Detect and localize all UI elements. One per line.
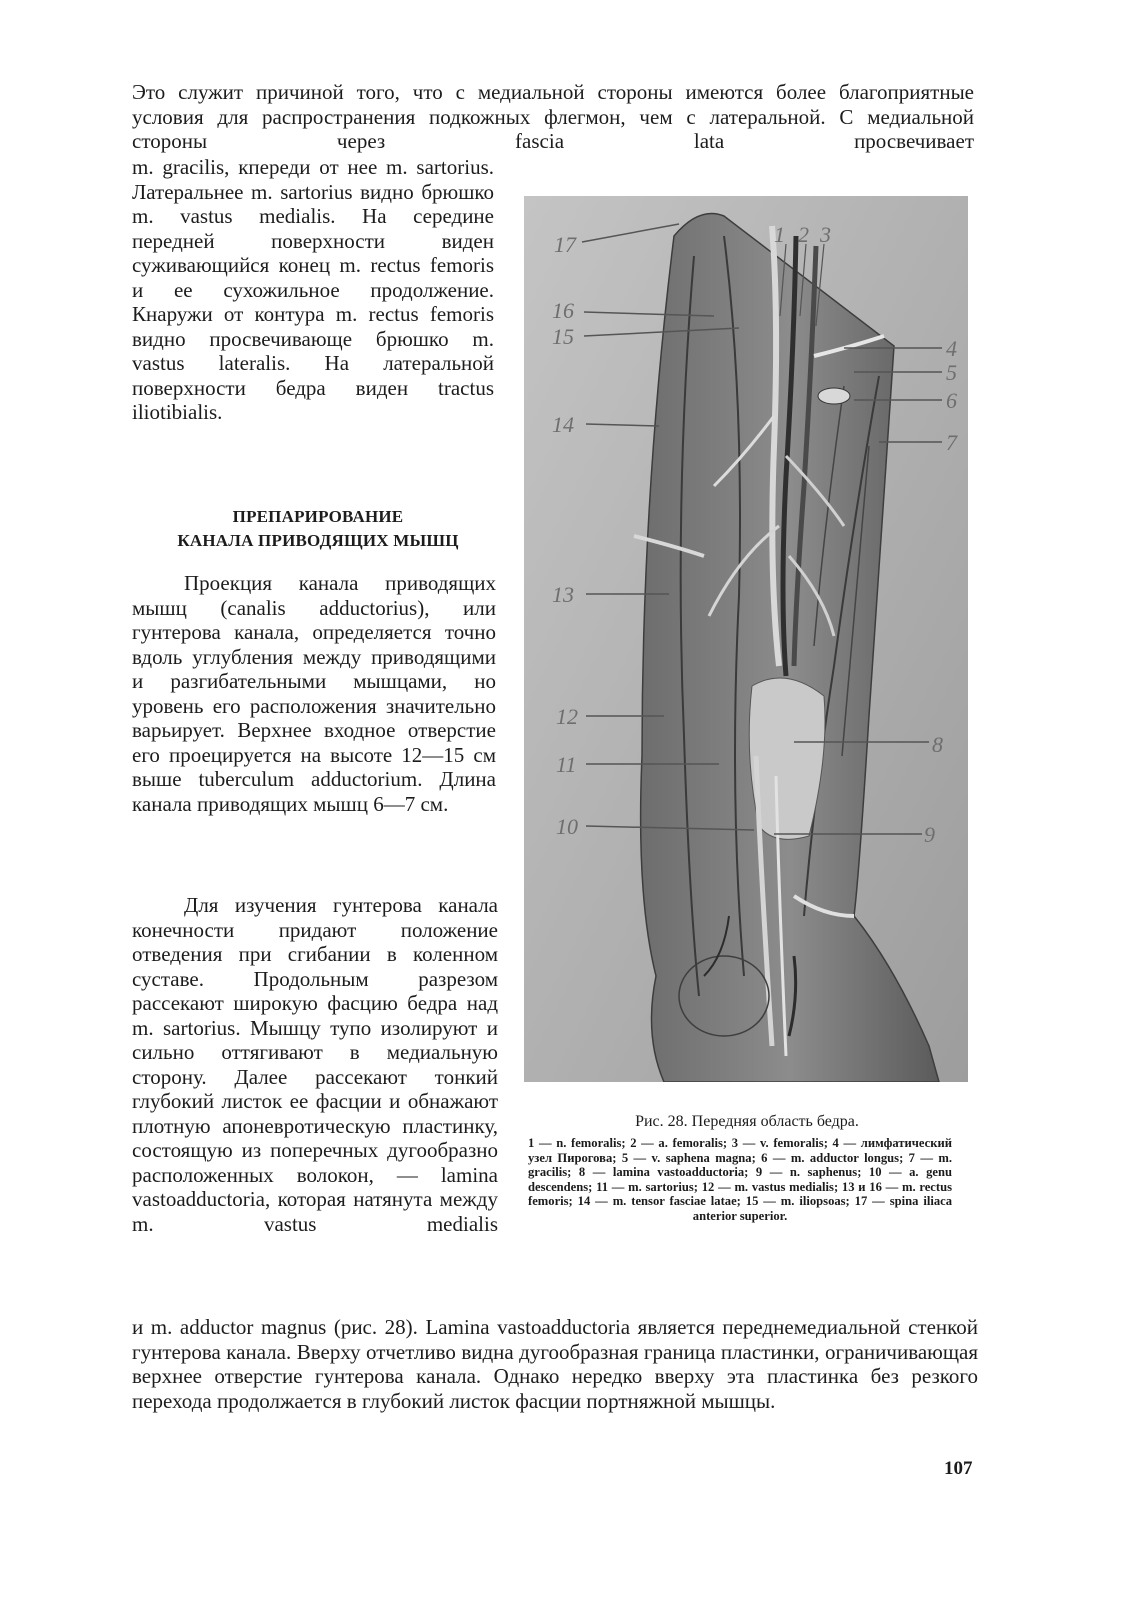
thigh-illustration: [524, 196, 968, 1082]
label-11: 11: [556, 752, 577, 777]
label-6: 6: [946, 388, 957, 413]
label-17: 17: [554, 232, 576, 257]
label-16: 16: [552, 298, 574, 323]
label-14: 14: [552, 412, 574, 437]
label-12: 12: [556, 704, 578, 729]
label-1: 1: [774, 222, 785, 247]
label-4: 4: [946, 336, 957, 361]
label-15: 15: [552, 324, 574, 349]
label-13: 13: [552, 582, 574, 607]
column-paragraph-muscles: m. gracilis, кпереди от нее m. sartorius. Латеральнее m. sartorius видно брюшко m. vastus medialis. На середине передней поверхности виден суживающийся конец m. rectus femoris и ее сухожильное продолжение. Кнаружи от контура m. rectus femoris видно просвечивающе брюшко m. vastus lateralis. На латеральной поверхности бедра виден tractus iliotibialis.: [132, 155, 494, 424]
label-9: 9: [924, 822, 935, 847]
column-paragraph-dissection: Для изучения гунтерова канала конечности придают положение отведения при сгибании в коленном суставе. Продольным разрезом рассекают широкую фасцию бедра над m. sartorius. Мышцу тупо изолируют и сильно оттягивают в медиальную сторону. Далее рассекают тонкий глубокий листок ее фасции и обнажают плотную апоневротическую пластинку, состоящую из поперечных дугообразно расположенных волокон, — lamina vastoadductoria, которая натянута между m. vastus medialis: [132, 893, 498, 1236]
section-heading: [132, 505, 504, 553]
label-5: 5: [946, 360, 957, 385]
page-number: 107: [944, 1458, 973, 1479]
label-8: 8: [932, 732, 943, 757]
thigh-drawing: [524, 196, 968, 1082]
outro-paragraph: и m. adductor magnus (рис. 28). Lamina vastoadductoria является переднемедиальной стенкой гунтерова канала. Вверху отчетливо видна дугообразная граница пластинки, ограничивающая верхнее отверстие гунтерова канала. Однако нередко вверху эта пластинка без резкого перехода продолжается в глубокий листок фасции портняжной мышцы.: [132, 1315, 978, 1413]
figure-legend: 1 — n. femoralis; 2 — a. femoralis; 3 — v. femoralis; 4 — лимфатический узел Пирогова; 5 — v. saphena magna; 6 — m. adductor longus; 7 — m. gracilis; 8 — lamina vastoadductoria; 9 — n. saphenus; 10 — a. genu descendens; 11 — m. sartorius; 12 — m. vastus medialis; 13 и 16 — m. rectus femoris; 14 — m. tensor fasciae latae; 15 — m. iliopsoas; 17 — spina iliaca anterior superior.: [528, 1136, 952, 1223]
label-10: 10: [556, 814, 578, 839]
heading-line-1: ПРЕПАРИРОВАНИЕ: [232, 507, 404, 526]
intro-paragraph: Это служит причиной того, что с медиальной стороны имеются более благоприятные условия для распространения подкожных флегмон, чем с латеральной. С медиальной стороны через fascia lata просвечивает: [132, 80, 974, 153]
label-2: 2: [798, 222, 809, 247]
label-3: 3: [820, 222, 831, 247]
column-paragraph-projection: Проекция канала приводящих мышц (canalis adductorius), или гунтерова канала, определяется точно вдоль углубления между приводящими и разгибательными мышцами, но уровень его расположения значительно варьирует. Верхнее входное отверстие его проецируется на высоте 12—15 см выше tuberculum adductorium. Длина канала приводящих мышц 6—7 см.: [132, 571, 496, 816]
figure-caption-title: Рис. 28. Передняя область бедра.: [635, 1113, 859, 1130]
label-7: 7: [946, 430, 957, 455]
heading-line-2: КАНАЛА ПРИВОДЯЩИХ МЫШЦ: [177, 531, 459, 550]
